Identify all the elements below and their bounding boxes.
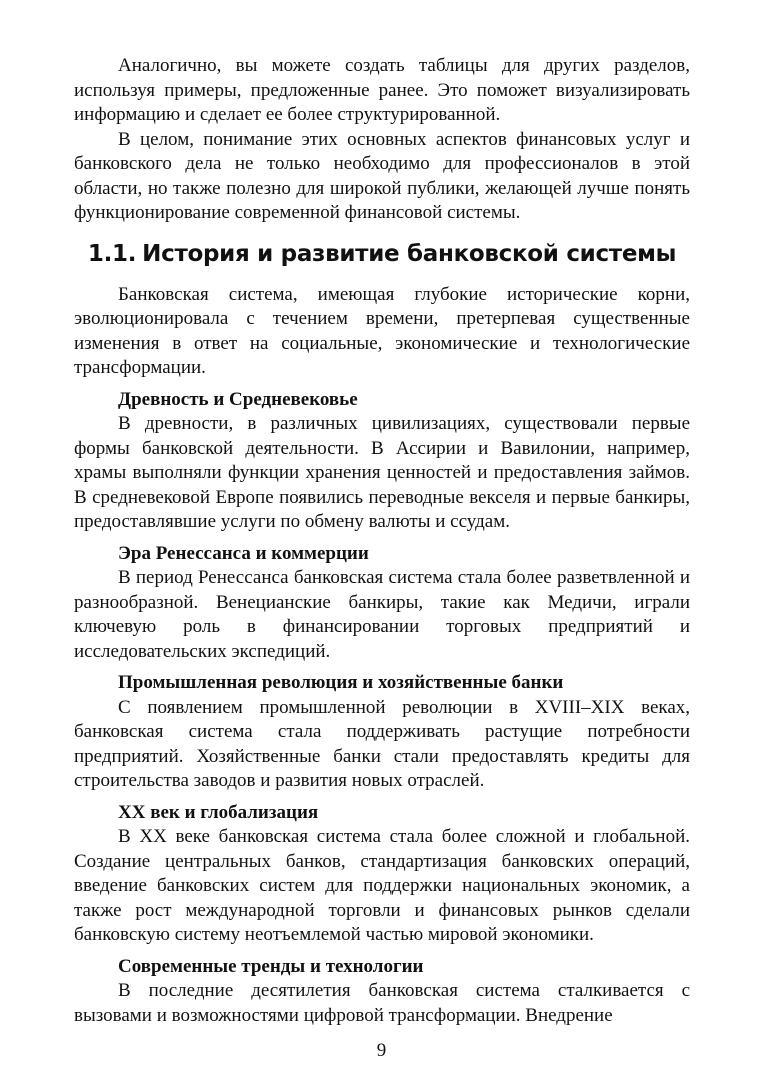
page-body [74,54,690,1028]
section-title: История и развитие банковской системы [142,240,677,267]
subsection-heading: XX век и глобализация [118,801,319,823]
intro-paragraph: В целом, понимание этих основных аспектов финансовых услуг и банковского дела не только необходимо для профессионалов в этой области, но также полезно для широкой публики, желающей лучше понять функционирование современной финансовой системы. [74,128,690,223]
section-heading [74,240,690,268]
subsection-paragraph: В XX веке банковская система стала более сложной и глобальной. Создание центральных банков, стандартизация банковских операций, введение банковских систем для поддержки национальных экономик, а также рост международной торговли и финансовых рынков сделали банковскую систему неотъемлемой частью мировой экономики. [74,826,690,945]
subsection-heading: Современные тренды и технологии [118,955,424,977]
page-number: 9 [376,1040,387,1061]
subsection-heading: Промышленная революция и хозяйственные банки [118,672,564,693]
subsection-heading: Древность и Средневековье [118,388,358,410]
subsection-paragraph: В период Ренессанса банковская система стала более разветвленной и разнообразной. Венецианские банкиры, такие как Медичи, играли ключевую роль в финансировании торговых предприятий и исследовательских экспедиций. [74,567,690,662]
subsection-paragraph: С появлением промышленной революции в XVIII–XIX веках, банковская система стала поддерживать растущие потребности предприятий. Хозяйственные банки стали предоставлять кредиты для строительства заводов и развития новых отраслей. [74,696,690,791]
section-lead-paragraph: Банковская система, имеющая глубокие исторические корни, эволюционировала с течением времени, претерпевая существенные изменения в ответ на социальные, экономические и технологические трансформации. [74,283,690,378]
subsection-paragraph: В древности, в различных цивилизациях, существовали первые формы банковской деятельности. В Ассирии и Вавилонии, например, храмы выполняли функции хранения ценностей и предоставления займов. В средневековой Европе появились переводные векселя и первые банкиры, предоставлявшие услуги по обмену валюты и ссудам. [74,413,690,532]
subsection-heading: Эра Ренессанса и коммерции [118,542,369,564]
section-number: 1.1. [87,240,137,267]
subsection-paragraph: В последние десятилетия банковская система сталкивается с вызовами и возможностями цифровой трансформации. Внедрение [74,980,690,1026]
intro-paragraph: Аналогично, вы можете создать таблицы для других разделов, используя примеры, предложенные ранее. Это поможет визуализировать информацию и сделает ее более структурированной. [74,55,690,125]
